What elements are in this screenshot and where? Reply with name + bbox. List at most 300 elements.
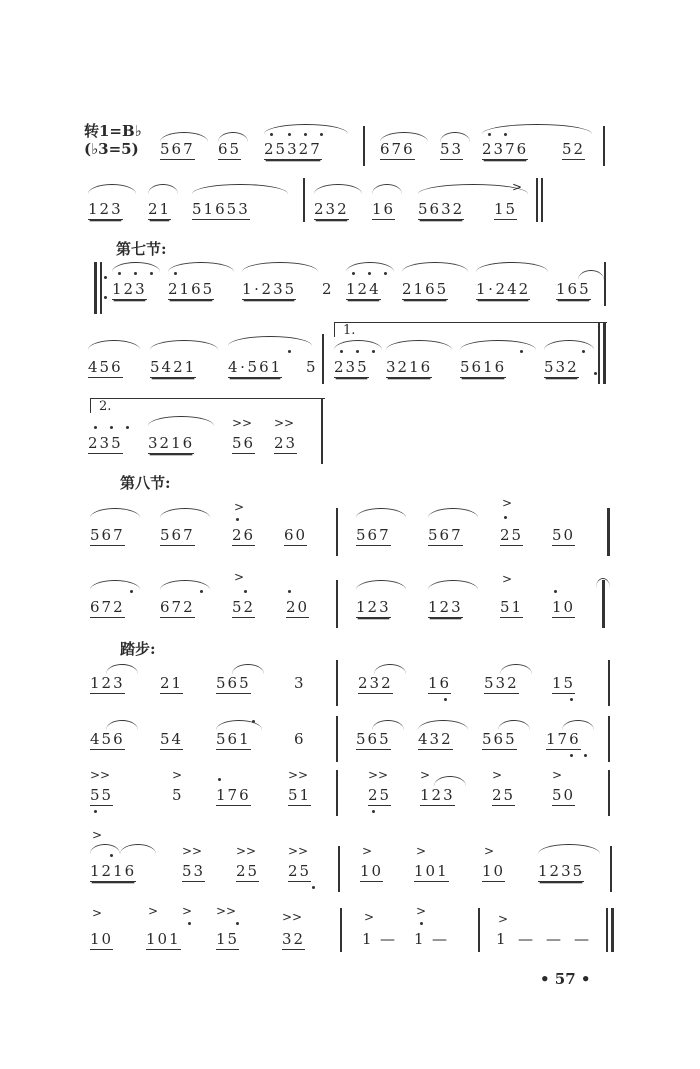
note-digit: 2 <box>567 358 579 376</box>
accent-mark: > <box>492 768 503 782</box>
note-group <box>418 730 453 750</box>
note-digit: 5 <box>379 786 392 804</box>
note-digit: 5 <box>562 140 574 158</box>
note-digit: 4 <box>88 358 100 376</box>
note-group <box>368 786 391 806</box>
note-digit: 2 <box>232 526 244 544</box>
accent-mark: >> <box>90 768 111 782</box>
accent-mark: > <box>362 844 373 858</box>
accent-mark: > <box>498 912 509 926</box>
section-heading-8: 第八节: <box>120 474 171 492</box>
note-group <box>172 786 184 804</box>
note-digit: 3 <box>345 358 358 376</box>
octave-dot <box>218 778 221 781</box>
bar-line <box>336 660 338 706</box>
bar-line <box>603 126 605 166</box>
bar-line <box>604 262 606 306</box>
note-digit: 5 <box>511 526 524 544</box>
note-digit: 7 <box>113 526 125 544</box>
note-digit: 5 <box>160 730 172 748</box>
octave-dot <box>372 810 375 813</box>
accent-mark: >> <box>232 416 253 430</box>
note-group <box>574 930 591 948</box>
note-digit: 3 <box>386 358 398 376</box>
note-group <box>264 140 322 160</box>
note-digit: 2 <box>148 200 160 218</box>
note-group <box>334 358 369 378</box>
slur <box>314 184 362 194</box>
note-digit: — <box>518 930 535 948</box>
slur <box>90 508 140 518</box>
note-group <box>242 280 296 300</box>
note-digit: 0 <box>297 598 310 616</box>
note-group <box>428 526 463 546</box>
note-group <box>432 930 449 948</box>
note-digit: 1 <box>346 280 358 298</box>
note-digit: 5 <box>288 786 300 804</box>
note-group <box>294 730 306 748</box>
note-digit: 3 <box>495 674 508 692</box>
note-digit: · <box>488 280 495 298</box>
note-group <box>496 930 508 948</box>
note-digit: 6 <box>380 140 392 158</box>
note-digit: 1 <box>360 862 372 880</box>
bar-line <box>598 322 600 384</box>
accent-mark: > <box>416 904 427 918</box>
bar-line <box>536 178 538 222</box>
slur <box>168 262 234 272</box>
note-digit: 5 <box>544 358 556 376</box>
bar-line <box>336 770 338 816</box>
note-group <box>556 280 591 300</box>
bar-line <box>303 178 305 222</box>
note-digit: 1 <box>88 200 100 218</box>
note-digit: 1 <box>546 730 558 748</box>
octave-dot <box>288 590 291 593</box>
note-digit: 5 <box>563 674 576 692</box>
octave-dot <box>94 810 97 813</box>
octave-dot <box>270 133 273 136</box>
accent-mark: > <box>552 768 563 782</box>
note-digit: 5 <box>192 200 204 218</box>
repeat-dot <box>594 372 597 375</box>
slur <box>578 270 604 280</box>
note-digit: 5 <box>172 786 184 804</box>
note-digit: 5 <box>239 674 251 692</box>
note-digit: 1 <box>552 598 564 616</box>
note-digit: 2 <box>293 930 306 948</box>
note-group <box>216 730 251 750</box>
note-digit: 7 <box>183 140 195 158</box>
note-digit: 6 <box>569 730 581 748</box>
octave-dot <box>504 516 507 519</box>
slur <box>112 262 160 272</box>
slur <box>346 262 394 272</box>
octave-dot <box>288 133 291 136</box>
note-digit: 1 <box>414 930 426 948</box>
note-digit: 5 <box>232 434 244 452</box>
octave-dot <box>244 590 247 593</box>
note-digit: 3 <box>451 598 463 616</box>
note-digit: 1 <box>113 862 125 880</box>
note-digit: 3 <box>294 674 306 692</box>
note-group <box>538 862 584 882</box>
accent-mark: >> <box>288 844 309 858</box>
note-group <box>518 930 535 948</box>
note-digit: 6 <box>218 140 230 158</box>
note-digit: 1 <box>112 280 124 298</box>
slur <box>476 262 548 272</box>
slur <box>160 508 210 518</box>
octave-dot <box>110 426 113 429</box>
slur <box>374 664 406 674</box>
note-group <box>282 930 305 950</box>
octave-dot <box>320 133 323 136</box>
accent-mark: > <box>512 180 523 194</box>
note-digit: 2 <box>492 786 504 804</box>
note-digit: 3 <box>429 730 442 748</box>
note-digit: 5 <box>505 200 518 218</box>
note-digit: 1 <box>159 200 172 218</box>
note-group <box>274 434 297 454</box>
note-digit: 1 <box>179 280 192 298</box>
note-digit: 0 <box>295 526 308 544</box>
note-digit: 7 <box>505 140 517 158</box>
slur <box>500 664 532 674</box>
note-digit: 5 <box>505 730 517 748</box>
note-group <box>90 674 125 694</box>
note-digit: 1 <box>216 930 228 948</box>
accent-mark: >> <box>236 844 257 858</box>
note-digit: 5 <box>227 930 240 948</box>
note-digit: 2 <box>357 280 370 298</box>
octave-dot <box>126 426 129 429</box>
octave-dot <box>134 272 137 275</box>
note-digit: 2 <box>314 200 326 218</box>
note-digit: 6 <box>171 140 184 158</box>
note-group <box>314 200 349 220</box>
slur <box>334 340 382 350</box>
note-digit: 3 <box>325 200 338 218</box>
slur <box>538 844 600 854</box>
note-group <box>90 786 113 806</box>
note-group <box>402 280 448 300</box>
note-group <box>168 280 214 300</box>
note-digit: 1 <box>184 358 197 376</box>
octave-dot <box>584 754 587 757</box>
slur <box>228 336 312 346</box>
note-digit: 2 <box>160 674 172 692</box>
bar-line <box>541 178 543 222</box>
octave-dot <box>150 272 153 275</box>
note-digit: 6 <box>294 730 306 748</box>
note-digit: 5 <box>284 280 297 298</box>
slur <box>460 340 536 350</box>
bar-line <box>363 126 365 166</box>
note-group <box>500 526 523 546</box>
note-group <box>552 674 575 694</box>
slur <box>232 664 264 674</box>
slur <box>356 580 406 590</box>
note-digit: 5 <box>216 730 228 748</box>
note-digit: 5 <box>436 280 449 298</box>
slur <box>242 262 318 272</box>
note-digit: 2 <box>288 862 300 880</box>
note-digit: 6 <box>171 526 184 544</box>
octave-dot <box>520 350 523 353</box>
slur <box>218 132 248 142</box>
note-digit: 1 <box>362 930 374 948</box>
note-digit: 4 <box>171 730 184 748</box>
note-digit: 2 <box>573 140 586 158</box>
note-digit: 2 <box>358 674 370 692</box>
note-digit: 5 <box>503 786 516 804</box>
accent-mark: > <box>234 570 245 584</box>
note-digit: 6 <box>191 280 203 298</box>
note-digit: 5 <box>418 200 430 218</box>
note-digit: 6 <box>425 280 437 298</box>
note-group <box>428 674 451 694</box>
note-digit: 3 <box>555 358 568 376</box>
note-group <box>484 674 519 694</box>
note-digit: 1 <box>90 930 102 948</box>
note-digit: 1 <box>552 674 564 692</box>
note-digit: 6 <box>494 358 507 376</box>
bar-line <box>606 908 608 952</box>
note-digit: 3 <box>135 280 147 298</box>
slur <box>372 184 402 194</box>
note-group <box>306 358 318 376</box>
note-digit: 2 <box>367 598 380 616</box>
note-digit: 2 <box>123 280 136 298</box>
note-digit: 5 <box>460 358 472 376</box>
note-digit: 6 <box>243 526 256 544</box>
note-digit: 6 <box>111 358 123 376</box>
slur <box>434 776 466 786</box>
note-digit: 1 <box>414 862 426 880</box>
bar-line <box>610 846 612 892</box>
accent-mark: > <box>484 844 495 858</box>
accent-mark: > <box>502 572 513 586</box>
slur <box>120 844 156 854</box>
note-digit: 7 <box>379 526 391 544</box>
bar-line <box>100 262 102 314</box>
note-digit: 6 <box>90 598 102 616</box>
note-digit: 7 <box>101 598 114 616</box>
octave-dot <box>368 272 371 275</box>
note-group <box>544 358 579 378</box>
note-group <box>232 598 255 618</box>
note-digit: 6 <box>227 674 240 692</box>
note-digit: 7 <box>183 526 195 544</box>
octave-dot <box>444 698 447 701</box>
note-group <box>160 526 195 546</box>
bar-line <box>608 770 610 816</box>
slur <box>88 184 136 194</box>
note-digit: 2 <box>236 862 248 880</box>
note-digit: 1 <box>494 200 506 218</box>
bar-line <box>321 398 323 464</box>
note-digit: 0 <box>563 786 576 804</box>
note-digit: 1 <box>242 280 254 298</box>
note-group <box>552 786 575 806</box>
note-group <box>148 434 194 454</box>
note-digit: 1 <box>409 358 421 376</box>
bar-line <box>607 508 610 556</box>
octave-dot <box>312 886 315 889</box>
note-digit: 5 <box>90 526 102 544</box>
note-group <box>294 674 306 692</box>
octave-dot <box>570 754 573 757</box>
note-digit: — <box>380 930 397 948</box>
octave-dot <box>420 922 423 925</box>
note-digit: 1 <box>146 930 158 948</box>
note-group <box>148 200 171 220</box>
note-digit: 5 <box>99 358 112 376</box>
note-group <box>420 786 455 806</box>
note-group <box>146 930 181 950</box>
octave-dot <box>174 272 177 275</box>
note-digit: 6 <box>420 358 433 376</box>
note-digit: 2 <box>431 786 444 804</box>
note-group <box>386 358 432 378</box>
octave-dot <box>340 350 343 353</box>
octave-dot <box>200 590 203 593</box>
octave-dot <box>110 854 113 857</box>
note-digit: 5 <box>275 140 288 158</box>
note-digit: 2 <box>261 280 274 298</box>
note-digit: 3 <box>193 862 206 880</box>
note-digit: 4 <box>418 730 430 748</box>
note-digit: 1 <box>169 930 181 948</box>
note-digit: 5 <box>379 730 391 748</box>
note-digit: 2 <box>264 140 276 158</box>
note-digit: 0 <box>563 598 576 616</box>
note-digit: 6 <box>403 140 415 158</box>
note-group <box>90 862 136 882</box>
note-digit: 6 <box>367 730 380 748</box>
note-group <box>360 862 383 882</box>
note-digit: 1 <box>216 786 228 804</box>
section-heading-7: 第七节: <box>116 240 167 258</box>
note-group <box>150 358 196 378</box>
octave-dot <box>554 590 557 593</box>
note-digit: 2 <box>495 280 508 298</box>
note-digit: 2 <box>452 200 465 218</box>
note-group <box>546 930 563 948</box>
note-digit: 6 <box>516 140 529 158</box>
note-digit: 5 <box>111 434 123 452</box>
repeat-dot <box>104 276 107 279</box>
note-digit: 2 <box>286 598 298 616</box>
note-group <box>482 862 505 882</box>
note-group <box>90 730 125 750</box>
section-heading-9: 踏步: <box>120 640 156 658</box>
note-group <box>546 730 581 750</box>
note-digit: 5 <box>216 674 228 692</box>
note-digit: 5 <box>160 140 172 158</box>
note-digit: 5 <box>356 526 368 544</box>
note-digit: 5 <box>247 358 260 376</box>
note-digit: 1 <box>437 862 449 880</box>
volta-1-label: 1. <box>343 323 356 338</box>
note-digit: 2 <box>402 280 414 298</box>
note-group <box>372 200 395 220</box>
note-digit: 6 <box>239 786 251 804</box>
note-digit: 6 <box>429 200 442 218</box>
note-digit: 5 <box>484 674 496 692</box>
octave-dot <box>130 590 133 593</box>
slur <box>402 262 468 272</box>
note-digit: 3 <box>443 786 455 804</box>
note-digit: 5 <box>356 730 368 748</box>
note-digit: 0 <box>157 930 170 948</box>
slur <box>356 508 406 518</box>
note-digit: 2 <box>159 434 172 452</box>
note-digit: 3 <box>493 140 506 158</box>
octave-dot <box>236 922 239 925</box>
note-digit: 7 <box>171 598 184 616</box>
note-digit: 4 <box>228 358 240 376</box>
note-group <box>562 140 585 160</box>
note-group <box>216 674 251 694</box>
note-digit: 2 <box>334 358 346 376</box>
slur <box>160 580 210 590</box>
note-digit: 6 <box>215 200 227 218</box>
octave-dot <box>252 720 255 723</box>
octave-dot <box>582 350 585 353</box>
key-signature <box>84 122 142 158</box>
accent-mark: >> <box>182 844 203 858</box>
accent-mark: > <box>92 906 103 920</box>
octave-dot <box>488 133 491 136</box>
note-group <box>380 140 415 160</box>
note-digit: 2 <box>88 434 100 452</box>
slur <box>148 184 178 194</box>
slur <box>544 340 594 350</box>
note-digit: 1 <box>239 730 251 748</box>
note-group <box>90 598 125 618</box>
note-group <box>356 730 391 750</box>
note-digit: 1 <box>428 674 440 692</box>
note-digit: 6 <box>383 200 396 218</box>
note-digit: 0 <box>371 862 384 880</box>
note-digit: 6 <box>124 862 137 880</box>
bar-line <box>336 716 338 762</box>
note-digit: 5 <box>226 200 239 218</box>
note-digit: 1 <box>428 598 440 616</box>
note-group <box>552 526 575 546</box>
note-digit: 3 <box>451 140 464 158</box>
note-digit: 6 <box>113 730 125 748</box>
accent-mark: >> <box>216 904 237 918</box>
accent-mark: > <box>234 500 245 514</box>
accent-mark: > <box>364 910 375 924</box>
note-digit: 1 <box>482 862 494 880</box>
accent-mark: >> <box>274 416 295 430</box>
accent-mark: >> <box>288 768 309 782</box>
note-group <box>88 358 123 378</box>
note-group <box>414 862 449 882</box>
note-digit: 5 <box>552 526 564 544</box>
note-digit: 5 <box>579 280 591 298</box>
octave-dot <box>288 350 291 353</box>
note-digit: 7 <box>310 140 322 158</box>
bar-line <box>322 334 324 384</box>
note-group <box>492 786 515 806</box>
volta-2-label: 2. <box>99 399 112 414</box>
note-group <box>236 862 259 882</box>
